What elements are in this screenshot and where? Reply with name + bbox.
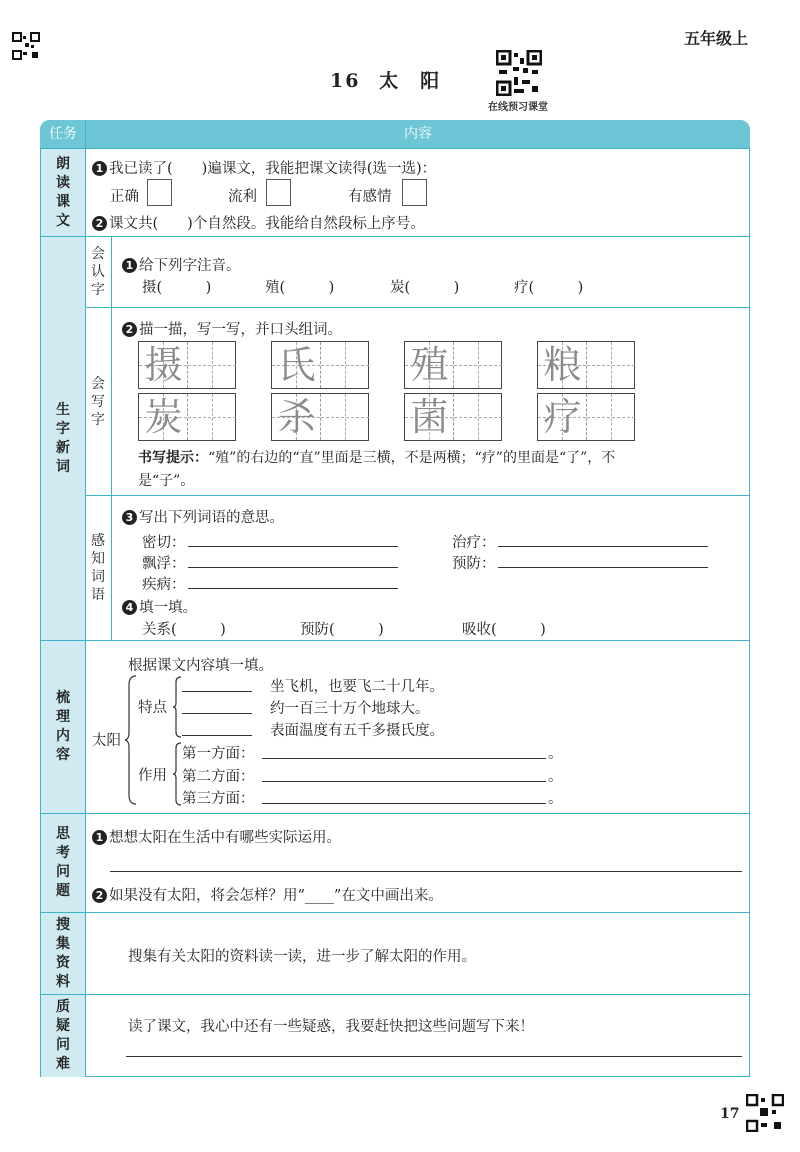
checkbox-correct[interactable]: [147, 179, 172, 206]
trace-char: 杀: [277, 395, 316, 439]
answer-line[interactable]: [182, 691, 252, 692]
pinyin-blank[interactable]: 殖( ): [265, 280, 335, 296]
collect-label: 搜集资料: [56, 916, 70, 990]
answer-line[interactable]: [188, 567, 398, 568]
divider: [86, 495, 750, 496]
option-label: 正确: [110, 189, 139, 205]
answer-line[interactable]: [262, 758, 546, 759]
table-header: [40, 120, 750, 148]
bullet-2: 2: [92, 216, 107, 231]
word-label: 密切：: [142, 535, 186, 551]
recognize-instruction: 1 给下列字注音。: [122, 254, 241, 275]
feature-text: 表面温度有五千多摄氏度。: [270, 723, 444, 739]
feature-text: 约一百三十万个地球大。: [270, 701, 430, 717]
thinking-q1: 1 想想太阳在生活中有哪些实际运用。: [92, 826, 341, 847]
perceive-instruction: 3 写出下列词语的意思。: [122, 506, 284, 527]
answer-line[interactable]: [126, 1056, 742, 1057]
answer-line[interactable]: [182, 713, 252, 714]
branch-features: 特点: [138, 700, 167, 716]
pinyin-blank[interactable]: 摄( ): [142, 280, 212, 296]
question-text: 读了课文，我心中还有一些疑惑，我要赶快把这些问题写下来！: [128, 1019, 534, 1035]
writing-tip-cont: 是“子”。: [138, 473, 195, 489]
fill-blank[interactable]: 吸收( ): [462, 622, 546, 638]
trace-char: 疗: [543, 395, 582, 439]
trace-char: 殖: [410, 343, 449, 387]
outline-root: 太阳: [92, 733, 121, 749]
answer-line[interactable]: [188, 588, 398, 589]
bullet-1: 1: [92, 161, 107, 176]
question-label: 质疑问难: [56, 999, 70, 1072]
write-instruction: 2 描一描，写一写，并口头组词。: [122, 318, 342, 339]
reading-label: 朗读课文: [56, 155, 70, 229]
recognize-label: 会认字: [91, 246, 105, 298]
page-number: 17: [720, 1106, 740, 1122]
writing-grid[interactable]: [138, 341, 236, 389]
checkbox-fluent[interactable]: [266, 179, 291, 206]
fill-blank[interactable]: 预防( ): [300, 622, 384, 638]
lesson-heading: [330, 66, 461, 93]
writing-grid[interactable]: [271, 341, 369, 389]
option-label: 流利: [228, 189, 257, 205]
role-label: 第二方面：: [182, 769, 255, 785]
divider: [40, 994, 750, 995]
outline-label: 梳理内容: [56, 690, 70, 763]
writing-grid[interactable]: [537, 341, 635, 389]
period: 。: [548, 769, 563, 785]
thinking-label: 思考问题: [56, 826, 70, 899]
brace-icon: [124, 675, 138, 805]
qr-caption: 在线预习课堂: [488, 102, 548, 113]
writing-grid[interactable]: [271, 393, 369, 441]
qr-code-icon: [12, 32, 40, 60]
divider: [40, 148, 750, 149]
reading-q2: 2 课文共( )个自然段。我能给自然段标上序号。: [92, 212, 425, 233]
collect-text: 搜集有关太阳的资料读一读，进一步了解太阳的作用。: [128, 949, 476, 965]
brace-icon: [172, 676, 182, 738]
answer-line[interactable]: [262, 803, 546, 804]
writing-grid[interactable]: [138, 393, 236, 441]
divider: [40, 912, 750, 913]
writing-grid[interactable]: [404, 393, 502, 441]
divider: [86, 307, 750, 308]
divider: [111, 237, 112, 640]
new-words-label: 生字新词: [56, 401, 70, 475]
period: 。: [548, 791, 563, 807]
fill-blank[interactable]: 关系( ): [142, 622, 226, 638]
write-label: 会写字: [91, 375, 105, 428]
answer-line[interactable]: [498, 567, 708, 568]
corner-qr-code-icon: [746, 1094, 784, 1132]
content-column-header: 内容: [404, 126, 432, 142]
role-label: 第三方面：: [182, 791, 255, 807]
answer-line[interactable]: [498, 546, 708, 547]
trace-char: 炭: [144, 395, 183, 439]
writing-grid[interactable]: [537, 393, 635, 441]
trace-char: 摄: [144, 343, 183, 387]
outline-instruction: 根据课文内容填一填。: [128, 658, 273, 674]
lesson-qr-code-icon[interactable]: [496, 50, 542, 96]
answer-line[interactable]: [188, 546, 398, 547]
role-label: 第一方面：: [182, 746, 255, 762]
trace-char: 氏: [277, 343, 316, 387]
divider: [40, 813, 750, 814]
grade-label: 五年级上: [683, 29, 748, 48]
lesson-title: 太阳: [379, 70, 462, 92]
trace-char: 菌: [410, 395, 449, 439]
pinyin-blank[interactable]: 炭( ): [390, 280, 460, 296]
writing-grid[interactable]: [404, 341, 502, 389]
answer-line[interactable]: [110, 871, 742, 872]
answer-line[interactable]: [182, 735, 252, 736]
task-column-header: 任务: [49, 126, 77, 142]
perceive-label: 感知词语: [91, 533, 105, 603]
branch-roles: 作用: [138, 768, 167, 784]
checkbox-expressive[interactable]: [402, 179, 427, 206]
option-label: 有感情: [348, 189, 392, 205]
word-label: 预防：: [452, 556, 496, 572]
writing-tip: 书写提示：“殖”的右边的“直”里面是三横，不是两横；“疗”的里面是“了”，不: [138, 450, 616, 466]
brace-icon: [172, 742, 182, 806]
pinyin-blank[interactable]: 疗( ): [514, 280, 584, 296]
divider: [40, 236, 750, 237]
fill-instruction: 4 填一填。: [122, 596, 197, 617]
trace-char: 粮: [543, 343, 582, 387]
word-label: 疾病：: [142, 577, 186, 593]
reading-q1: 1 我已读了( )遍课文，我能把课文读得(选一选)：: [92, 157, 436, 178]
lesson-number: 16: [330, 70, 361, 92]
thinking-q2: 2 如果没有太阳，将会怎样？用“____”在文中画出来。: [92, 884, 443, 905]
answer-line[interactable]: [262, 781, 546, 782]
feature-text: 坐飞机，也要飞二十几年。: [270, 679, 444, 695]
word-label: 治疗：: [452, 535, 496, 551]
word-label: 飘浮：: [142, 556, 186, 572]
divider: [40, 640, 750, 641]
period: 。: [548, 746, 563, 762]
